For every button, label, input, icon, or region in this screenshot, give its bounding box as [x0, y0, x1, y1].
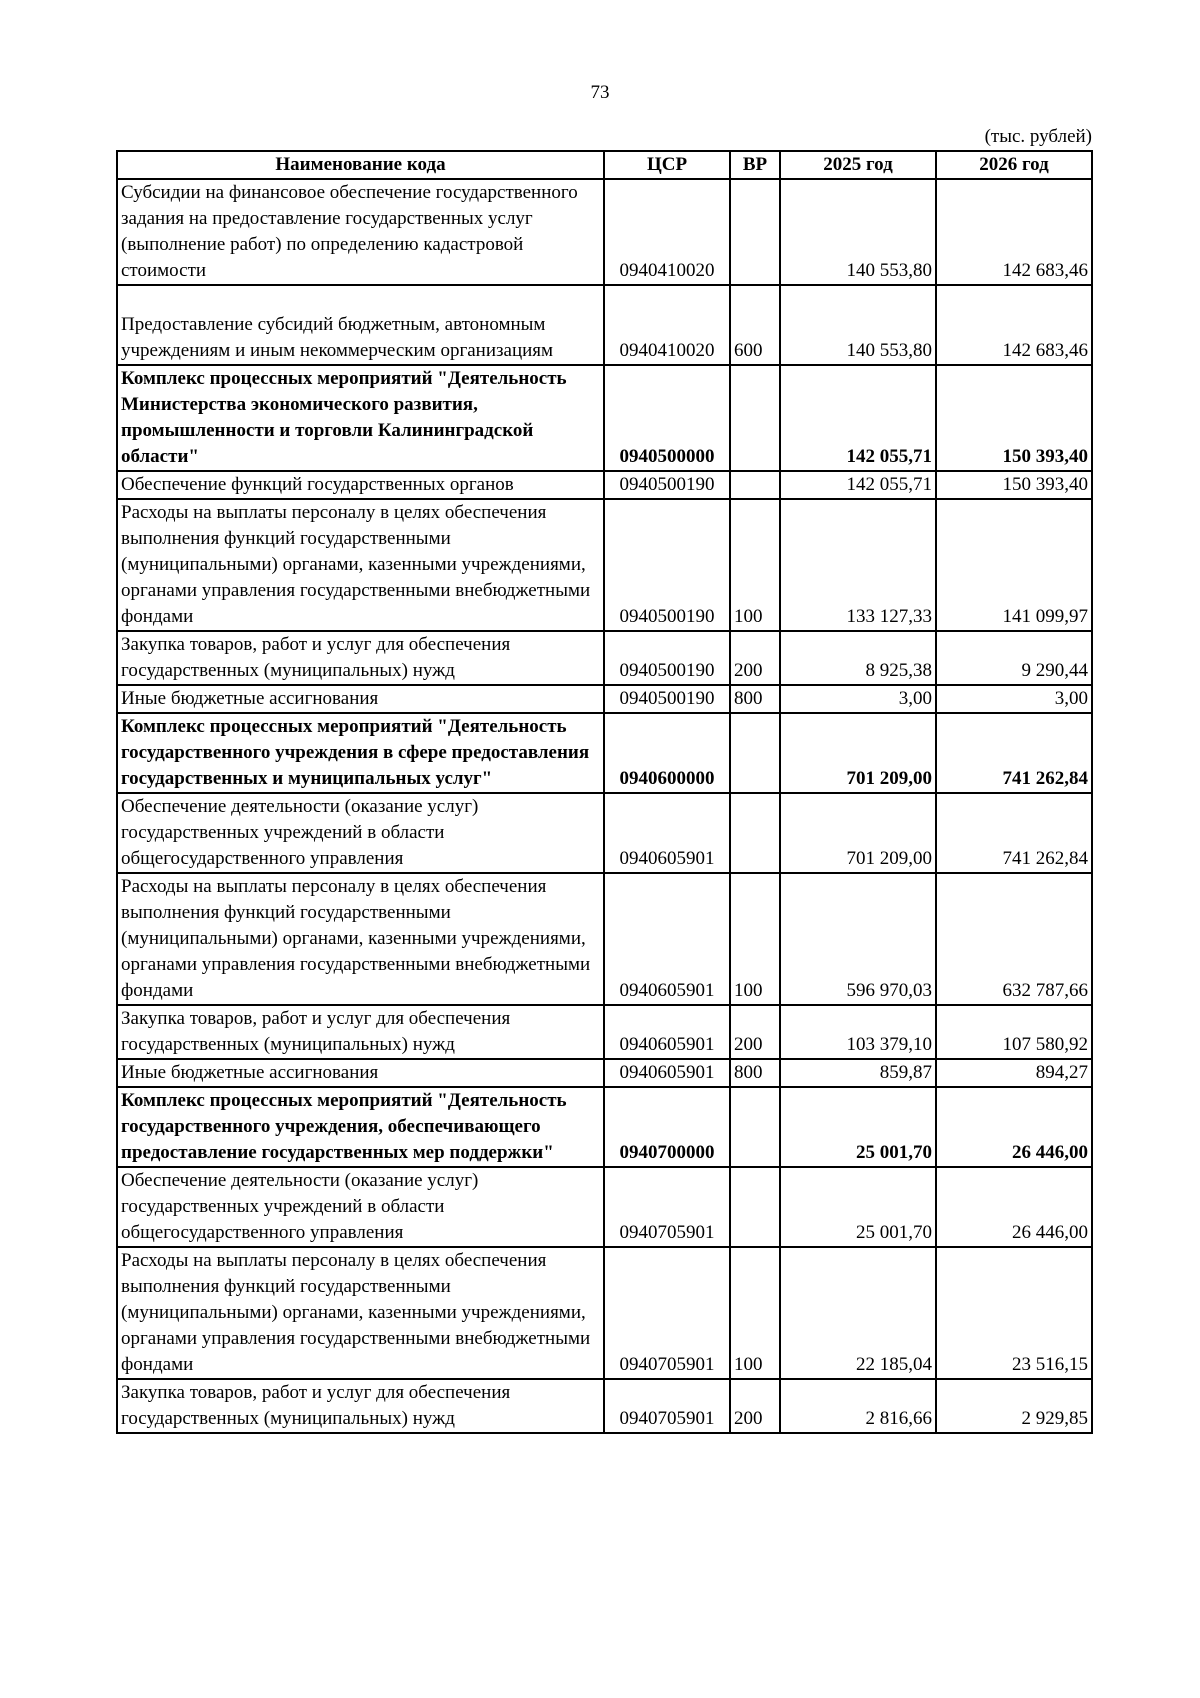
- row-vr: 800: [730, 1059, 780, 1087]
- row-2026: 23 516,15: [936, 1247, 1092, 1379]
- row-2025: 701 209,00: [780, 713, 936, 793]
- table-row: [117, 685, 1092, 713]
- header-csr: ЦСР: [604, 151, 730, 179]
- header-2025: 2025 год: [780, 151, 936, 179]
- row-csr: 0940700000: [604, 1087, 730, 1167]
- row-2026: 141 099,97: [936, 499, 1092, 631]
- table-row: [117, 873, 1092, 1005]
- row-name: Обеспечение деятельности (оказание услуг) государственных учреждений в области общегосударственного управления: [117, 1167, 604, 1247]
- row-csr: 0940605901: [604, 873, 730, 1005]
- row-vr: 200: [730, 1379, 780, 1433]
- row-2026: 741 262,84: [936, 713, 1092, 793]
- row-csr: 0940500000: [604, 365, 730, 471]
- row-2026: 107 580,92: [936, 1005, 1092, 1059]
- table-row: [117, 499, 1092, 631]
- row-name: Обеспечение деятельности (оказание услуг) государственных учреждений в области общегосударственного управления: [117, 793, 604, 873]
- row-csr: 0940600000: [604, 713, 730, 793]
- row-csr: 0940500190: [604, 631, 730, 685]
- row-2026: 9 290,44: [936, 631, 1092, 685]
- row-2025: 8 925,38: [780, 631, 936, 685]
- row-2025: 859,87: [780, 1059, 936, 1087]
- row-csr: 0940605901: [604, 1005, 730, 1059]
- row-2025: 3,00: [780, 685, 936, 713]
- row-2026: 142 683,46: [936, 285, 1092, 365]
- table-row: [117, 1247, 1092, 1379]
- row-name: Субсидии на финансовое обеспечение государственного задания на предоставление государственных услуг (выполнение работ) по определению кадастровой стоимости: [117, 179, 604, 285]
- budget-table: [116, 150, 1093, 1434]
- row-name: Обеспечение функций государственных органов: [117, 471, 604, 499]
- table-row: [117, 793, 1092, 873]
- row-vr: 100: [730, 873, 780, 1005]
- table-row-section: [117, 365, 1092, 471]
- row-name: Иные бюджетные ассигнования: [117, 685, 604, 713]
- row-2026: 2 929,85: [936, 1379, 1092, 1433]
- row-csr: 0940605901: [604, 1059, 730, 1087]
- row-name: Закупка товаров, работ и услуг для обеспечения государственных (муниципальных) нужд: [117, 1005, 604, 1059]
- row-2026: 26 446,00: [936, 1087, 1092, 1167]
- row-2025: 25 001,70: [780, 1167, 936, 1247]
- row-vr: 200: [730, 1005, 780, 1059]
- row-2025: 22 185,04: [780, 1247, 936, 1379]
- row-2025: 596 970,03: [780, 873, 936, 1005]
- row-vr: 600: [730, 285, 780, 365]
- row-csr: 0940705901: [604, 1379, 730, 1433]
- row-2025: 142 055,71: [780, 365, 936, 471]
- page-number: 73: [590, 82, 610, 103]
- header-vr: ВР: [730, 151, 780, 179]
- row-name: Расходы на выплаты персоналу в целях обеспечения выполнения функций государственными (муниципальными) органами, казенными учреждениями, органами управления государственными внебюджетными фондами: [117, 1247, 604, 1379]
- row-2025: 701 209,00: [780, 793, 936, 873]
- row-2025: 142 055,71: [780, 471, 936, 499]
- row-csr: 0940500190: [604, 685, 730, 713]
- row-name: Закупка товаров, работ и услуг для обеспечения государственных (муниципальных) нужд: [117, 1379, 604, 1433]
- row-2026: 26 446,00: [936, 1167, 1092, 1247]
- table-row: [117, 179, 1092, 285]
- table-row: [117, 1005, 1092, 1059]
- row-name: Расходы на выплаты персоналу в целях обеспечения выполнения функций государственными (муниципальными) органами, казенными учреждениями, органами управления государственными внебюджетными фондами: [117, 499, 604, 631]
- table-row: [117, 285, 1092, 365]
- row-vr: 100: [730, 1247, 780, 1379]
- row-name: Закупка товаров, работ и услуг для обеспечения государственных (муниципальных) нужд: [117, 631, 604, 685]
- row-2025: 25 001,70: [780, 1087, 936, 1167]
- row-2026: 741 262,84: [936, 793, 1092, 873]
- row-vr: 800: [730, 685, 780, 713]
- row-vr: [730, 713, 780, 793]
- row-name: Комплекс процессных мероприятий "Деятельность государственного учреждения в сфере предоставления государственных и муниципальных услуг": [117, 713, 604, 793]
- row-name: Комплекс процессных мероприятий "Деятельность Министерства экономического развития, промышленности и торговли Калининградской области": [117, 365, 604, 471]
- table-row-section: [117, 713, 1092, 793]
- row-2026: 142 683,46: [936, 179, 1092, 285]
- unit-note: (тыс. рублей): [984, 126, 1092, 147]
- header-name: Наименование кода: [117, 151, 604, 179]
- table-row: [117, 631, 1092, 685]
- row-vr: [730, 1087, 780, 1167]
- table-row: [117, 1167, 1092, 1247]
- row-2025: 140 553,80: [780, 179, 936, 285]
- row-2026: 894,27: [936, 1059, 1092, 1087]
- table-row: [117, 1379, 1092, 1433]
- row-vr: 100: [730, 499, 780, 631]
- row-vr: [730, 179, 780, 285]
- row-vr: [730, 1167, 780, 1247]
- row-2025: 103 379,10: [780, 1005, 936, 1059]
- table-row: [117, 471, 1092, 499]
- row-vr: [730, 365, 780, 471]
- row-csr: 0940410020: [604, 285, 730, 365]
- row-2025: 133 127,33: [780, 499, 936, 631]
- row-name: Комплекс процессных мероприятий "Деятельность государственного учреждения, обеспечивающего предоставление государственных мер поддержки": [117, 1087, 604, 1167]
- row-name: Предоставление субсидий бюджетным, автономным учреждениям и иным некоммерческим организациям: [117, 285, 604, 365]
- row-2025: 2 816,66: [780, 1379, 936, 1433]
- row-csr: 0940705901: [604, 1247, 730, 1379]
- row-vr: 200: [730, 631, 780, 685]
- row-2026: 3,00: [936, 685, 1092, 713]
- row-2026: 150 393,40: [936, 365, 1092, 471]
- row-name: Иные бюджетные ассигнования: [117, 1059, 604, 1087]
- row-csr: 0940605901: [604, 793, 730, 873]
- row-2025: 140 553,80: [780, 285, 936, 365]
- row-2026: 150 393,40: [936, 471, 1092, 499]
- row-name: Расходы на выплаты персоналу в целях обеспечения выполнения функций государственными (муниципальными) органами, казенными учреждениями, органами управления государственными внебюджетными фондами: [117, 873, 604, 1005]
- row-csr: 0940500190: [604, 471, 730, 499]
- table-row: [117, 1059, 1092, 1087]
- row-2026: 632 787,66: [936, 873, 1092, 1005]
- row-csr: 0940705901: [604, 1167, 730, 1247]
- table-header-row: [117, 151, 1092, 179]
- row-csr: 0940500190: [604, 499, 730, 631]
- table-row-section: [117, 1087, 1092, 1167]
- header-2026: 2026 год: [936, 151, 1092, 179]
- row-csr: 0940410020: [604, 179, 730, 285]
- row-vr: [730, 471, 780, 499]
- row-vr: [730, 793, 780, 873]
